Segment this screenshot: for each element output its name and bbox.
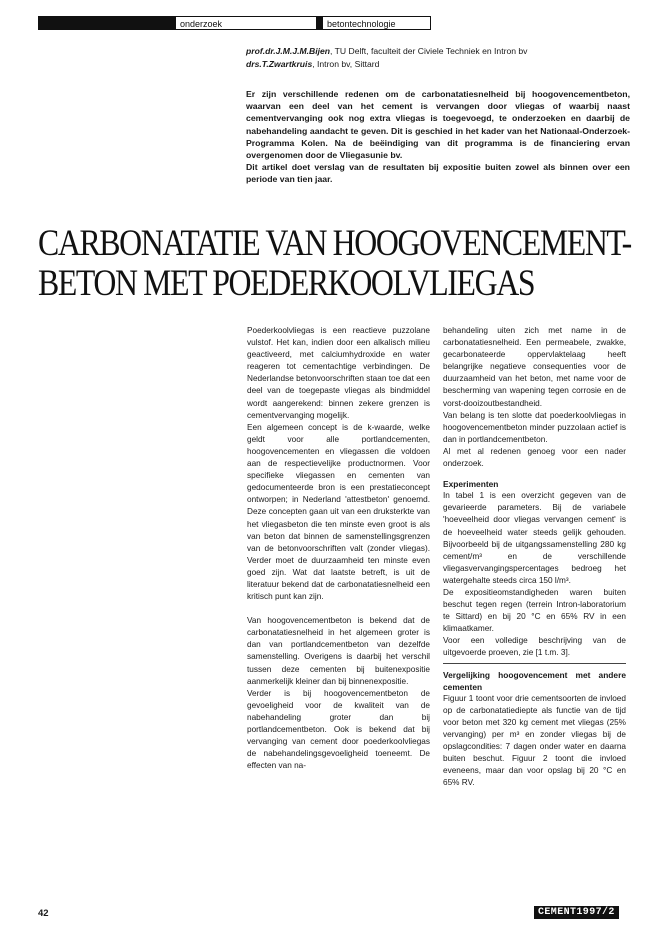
header-topic-label: betontechnologie	[323, 16, 431, 30]
header-section-label: onderzoek	[176, 16, 317, 30]
body-paragraph: Al met al redenen genoeg voor een nader onderzoek.	[443, 446, 626, 469]
body-paragraph: Figuur 1 toont voor drie cementsoorten de invloed op de carbonatatiediepte als functie van de tijd voor beton met 320 kg cement met vliegas (25% vervanging) per m³ en zonder vliegas bij de opslagcondities: 7 dagen onder water en daarna buiten beschut. Figuur 2 toont die invloed eveneens, maar dan voor opslag bij 20 °C en 65% RV.	[443, 693, 626, 788]
article-title	[38, 223, 631, 304]
body-paragraph: Verder is bij hoogovencementbeton de gevoeligheid voor de kwaliteit van de nabehandeling groter dan bij portlandcementbeton. Ook is bekend dat bij vervanging van cement door poederkoolvliegas de nabehandelingsgevoeligheid toeneemt. De effecten van na-	[247, 688, 430, 771]
intro-paragraph: Er zijn verschillende redenen om de carbonatatiesnelheid bij hoogovencementbeton, waarvan een deel van het cement is vervangen door vliegas of waarbij naast cementvervanging ook nog extra vliegas is toegevoegd, te onderzoeken en daarbij de nabehandeling aandacht te geven. Dit is geschied in het kader van het Nationaal-Onderzoek-Programma Kolen. Na de beëindiging van dit programma is de financiering ervan overgenomen door de Vliegasunie bv.	[246, 89, 630, 161]
author-list	[246, 45, 626, 70]
header-strip	[38, 16, 630, 30]
section-heading: Experimenten	[443, 479, 499, 490]
title-line: BETON MET POEDERKOOLVLIEGAS	[38, 263, 535, 304]
body-paragraph: behandeling uiten zich met name in de carbonatatiesnelheid. Een permeabele, zwakke, gecarbonateerde oppervlaktelaag heeft belangrijke negatieve consequenties voor de duurzaamheid van het beton, met name voor de bescherming van wapening tegen corrosie en de vorst-dooizoutbestandheid.	[443, 326, 626, 408]
author-name: drs.T.Zwartkruis	[246, 58, 313, 69]
header-black-block	[38, 16, 176, 30]
body-paragraph: Poederkoolvliegas is een reactieve puzzolane vulstof. Het kan, indien door een alkalisch milieu geactiveerd, met calciumhydroxide en water reageren tot cementachtige verbindingen. De Nederlandse betonvoorschriften staan toe dat een deel van de toegepaste vliegas als bindmiddel wordt aangerekend: binnen zekere grenzen is cementvervanging mogelijk.	[247, 326, 430, 420]
body-column-right	[443, 325, 626, 789]
author-line	[246, 58, 626, 71]
body-paragraph: Van belang is ten slotte dat poederkoolvliegas in hoogovencementbeton minder puzzolaan actief is dan in portlandcementbeton.	[443, 410, 626, 444]
author-affiliation: , TU Delft, faculteit der Civiele Techniek en Intron bv	[330, 46, 528, 56]
section-divider	[443, 663, 626, 664]
author-line	[246, 45, 626, 58]
intro-lead	[246, 88, 630, 186]
body-paragraph: In tabel 1 is een overzicht gegeven van de gevarieerde parameters. Bij de variabele 'hoeveelheid door vliegas vervangen cement' is de hoeveelheid water steeds gelijk gehouden. Bijvoorbeeld bij de uitgangssamenstelling 280 kg cement/m³ en de verschillende vliegasvervangingspercentages bedroeg het watergehalte steeds circa 150 l/m³.	[443, 491, 626, 585]
journal-badge: CEMENT1997/2	[534, 906, 619, 919]
body-column-left	[247, 325, 430, 772]
title-line: CARBONATATIE VAN HOOGOVENCEMENT-	[38, 223, 631, 264]
intro-paragraph: Dit artikel doet verslag van de resultaten bij expositie buiten zowel als binnen over een periode van tien jaar.	[246, 162, 630, 185]
body-paragraph: De expositieomstandigheden waren buiten beschut tegen regen (terrein Intron-laboratorium te Sittard) en bij 20 °C en 65% RV in een klimaatkamer.	[443, 587, 626, 634]
body-paragraph: Voor een volledige beschrijving van de uitgevoerde proeven, zie [1 t.m. 3].	[443, 636, 626, 658]
body-paragraph: Een algemeen concept is de k-waarde, welke geldt voor alle portlandcementen, hoogovencementen en vliegassen die voldoen aan de respectievelijke productnormen. Voor specifieke vliegassen en cementen van gedocumenteerde bron is een prestatieconcept ontworpen; in Nederland 'attestbeton' genoemd. Deze concepten gaan uit van een druksterkte van het vliegasbeton die ten minste even groot is als van beton dat binnen de samenstellingsgrenzen van de betonvoorschriften valt (zonder vliegas). Verder moet de duurzaamheid ten minste even goed zijn. Wat dat laatste betreft, is uit de literatuur bekend dat de carbonatatiesnelheid een kritisch punt kan zijn.	[247, 422, 430, 602]
section-heading: Vergelijking hoogovencement met andere cementen	[443, 669, 626, 692]
author-name: prof.dr.J.M.J.M.Bijen	[246, 46, 331, 56]
page-number: 42	[38, 908, 49, 919]
author-affiliation: , Intron bv, Sittard	[312, 58, 380, 69]
body-paragraph: Van hoogovencementbeton is bekend dat de carbonatatiesnelheid in het algemeen groter is dan van portlandcementbeton van dezelfde samenstelling. Overigens is daarbij het verschil tussen deze cementen bij buitenexpositie aanmerkelijk kleiner dan bij binnenexpositie.	[247, 616, 430, 686]
